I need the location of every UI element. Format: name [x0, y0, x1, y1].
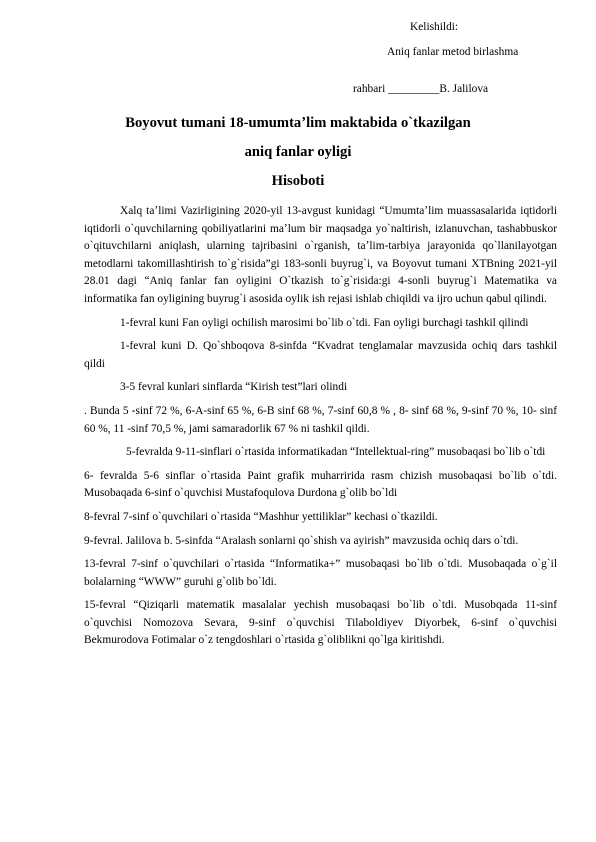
approval-line-2: rahbari _________B. Jalilova	[353, 83, 489, 95]
paragraph-feb5: 5-fevralda 9-11-sinflari o`rtasida informatikadan “Intellektual-ring” musobaqasi bo`lib o`tdi	[126, 446, 546, 459]
paragraph-feb3-5-tests: 3-5 fevral kunlari sinflarda “Kirish test”lari olindi	[120, 381, 348, 394]
paragraph-feb9: 9-fevral. Jalilova b. 5-sinfda “Aralash sonlarni qo`shish va ayirish” mavzusida ochiq dars o`tdi.	[84, 534, 519, 547]
paragraph-feb1-opening: 1-fevral kuni Fan oyligi ochilish marosimi bo`lib o`tdi. Fan oyligi burchagi tashkil qilindi	[120, 316, 529, 329]
approval-line-1: Aniq fanlar metod birlashma	[387, 46, 519, 58]
paragraph-test-results: . Bunda 5 -sinf 72 %, 6-A-sinf 65 %, 6-B sinf 68 %, 7-sinf 60,8 % , 8- sinf 68 %, 9-sinf 70 %, 10- sinf 60 %, 11 -sinf 70,5 %, jami samaradorlik 67 % ni tashkil qildi.	[84, 404, 557, 435]
approval-label: Kelishildi:	[410, 21, 459, 33]
title-line-1: Boyovut tumani 18-umumtaʼlim maktabida o`tkazilgan	[125, 115, 471, 131]
paragraph-feb1-open-lesson: 1-fevral kuni D. Qo`shboqova 8-sinfda “Kvadrat tenglamalar mavzusida ochiq dars tashkil qildi	[84, 340, 557, 370]
report-body	[84, 203, 557, 656]
paragraph-feb6: 6- fevralda 5-6 sinflar o`rtasida Paint grafik muharririda rasm chizish musobaqasi bo`lib o`tdi. Musobaqada 6-sinf o`quvchisi Mustafoqulova Durdona g`olib bo`ldi	[84, 469, 557, 500]
title-line-2: aniq fanlar oyligi	[244, 144, 352, 160]
paragraph-intro: Xalq taʼlimi Vazirligining 2020-yil 13-avgust kunidagi “Umumtaʼlim muassasalarida iqtidorli iqtidorli o`quvchilarning qobiliyatlarini maʼlum bir maqsadga yo`naltirish, izlanuvchan, tashabbuskor o`qituvchilarni aniqlash, ularning tajribasini o`rganish, taʼlim-tarbiya jarayonida qo`llanilayotgan metodlarni takomillashtirish to`g`risida”gi 183-sonli buyrug`i, va Boyovut tumani XTBning 2021-yil 28.01 dagi “Aniq fanlar fan oyligini O`tkazish to`g`risida:gi 4-sonli buyrug`i Matematika va informatika fan oyligining buyrug`i asosida oylik ish rejasi ishlab chiqildi va ijro uchun qabul qilindi.	[84, 205, 557, 305]
paragraph-feb15: 15-fevral “Qiziqarli matematik masalalar yechish musobaqasi bo`lib o`tdi. Musobqada 11-sinf o`quvchisi Nomozova Sevara, 9-sinf o`quvchisi Tilaboldiyev Diyorbek, 6-sinf o`quvchisi Bekmurodova Fotimalar o`z tengdoshlari o`rtasida g`oliblikni qo`lga kiritishdi.	[84, 599, 557, 647]
title-line-3: Hisoboti	[271, 173, 325, 189]
paragraph-feb13: 13-fevral 7-sinf o`quvchilari o`rtasida “Informatika+” musobaqasi bo`lib o`tdi. Musobaqada o`g`il bolalarning “WWW” guruhi g`olib bo`ldi.	[84, 558, 557, 588]
paragraph-feb8: 8-fevral 7-sinf o`quvchilari o`rtasida “Mashhur yettiliklar” kechasi o`tkazildi.	[84, 510, 438, 523]
